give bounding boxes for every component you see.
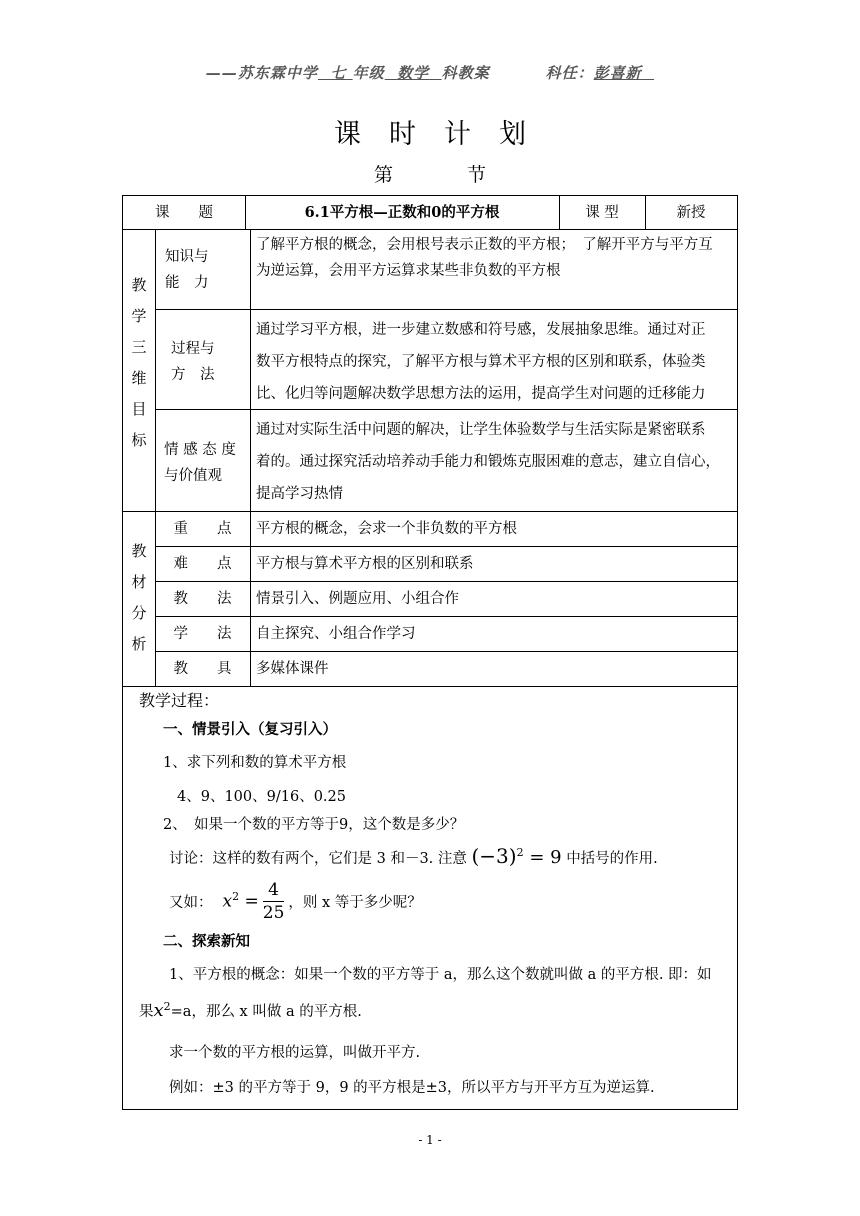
definition-text: 果 <box>139 1004 154 1020</box>
equals: = <box>239 891 259 912</box>
text-line: 提高学习热情 <box>256 486 343 502</box>
goals-label-char: 维 <box>131 369 147 387</box>
col-divider <box>155 229 156 686</box>
row-divider <box>155 309 737 310</box>
page-subtitle <box>0 160 860 187</box>
type-label: 课 型 <box>585 205 619 221</box>
definition-text-end: =a，那么 x 叫做 a 的平方根. <box>170 1004 362 1020</box>
goal-emotion-label <box>164 437 248 489</box>
question-1: 1、求下列和数的算术平方根 <box>163 755 347 771</box>
question-2: 2、 如果一个数的平方等于9，这个数是多少？ <box>163 817 465 833</box>
difficulty-value: 平方根与算术平方根的区别和联系 <box>256 556 474 572</box>
topic-label: 课 题 <box>155 205 213 221</box>
teaching-tools-label: 教 具 <box>173 661 232 677</box>
example-line: 例如：±3 的平方等于 9，9 的平方根是±3，所以平方与开平方互为逆运算. <box>169 1080 655 1096</box>
school-name: ——苏东霖中学 <box>205 64 318 82</box>
label-line: 与价值观 <box>164 468 222 484</box>
discussion-text: 讨论：这样的数有两个，它们是 3 和－3. 注意 <box>169 851 467 867</box>
equation-lhs <box>223 890 259 912</box>
subject-suffix: 科教案 <box>441 64 490 82</box>
denominator: 25 <box>262 902 285 923</box>
label-line: 方 法 <box>171 367 215 383</box>
row-divider <box>155 581 737 582</box>
goals-label-char: 目 <box>131 400 147 418</box>
teacher-name: 彭喜新 <box>593 64 642 82</box>
goal-knowledge-text <box>256 232 736 284</box>
title-char: 课 <box>334 119 361 150</box>
page-header <box>0 62 860 83</box>
goals-label-char: 教 <box>131 276 147 294</box>
text-line: 数平方根特点的探究，了解平方根与算术平方根的区别和联系，体验类 <box>256 354 706 370</box>
variable: x <box>153 1000 164 1021</box>
subtitle-char: 节 <box>467 164 487 186</box>
label-line: 能 力 <box>165 275 209 291</box>
text-line: 通过对实际生活中问题的解决，让学生体验数学与生活实际是紧密联系 <box>256 422 706 438</box>
formula-rhs: = 9 <box>523 847 562 868</box>
section-heading: 二、探索新知 <box>163 933 250 950</box>
goals-label-char: 三 <box>131 338 147 356</box>
analysis-label-char: 教 <box>131 542 147 560</box>
teaching-method-label: 教 法 <box>173 591 232 607</box>
formula <box>471 844 562 868</box>
page-title <box>0 112 860 151</box>
analysis-label <box>124 536 154 660</box>
grade-suffix: 年级 <box>352 64 385 82</box>
text-line: 通过学习平方根，进一步建立数感和符号感，发展抽象思维。通过对正 <box>256 322 706 338</box>
operation-line: 求一个数的平方根的运算，叫做开平方. <box>169 1045 421 1061</box>
goals-label <box>124 270 154 456</box>
label-line: 情 感 态 度 <box>164 442 236 458</box>
fraction <box>263 879 285 924</box>
row-divider <box>155 651 737 652</box>
goals-label-char: 标 <box>131 431 147 449</box>
lesson-plan-table <box>122 195 738 1110</box>
key-point-label: 重 点 <box>173 521 232 537</box>
grade: 七 <box>330 64 347 82</box>
text-line: 为逆运算，会用平方运算求某些非负数的平方根 <box>256 263 561 279</box>
topic-value: 6.1平方根—正数和0的平方根 <box>304 204 500 221</box>
also-line <box>169 878 422 924</box>
col-divider <box>250 229 251 686</box>
formula-base: (−3) <box>471 844 517 868</box>
label-line: 知识与 <box>165 249 209 265</box>
teaching-tools-value: 多媒体课件 <box>256 661 329 677</box>
goal-emotion-text <box>256 414 736 510</box>
row-divider <box>123 686 737 687</box>
definition-line-1: 1、平方根的概念：如果一个数的平方等于 a，那么这个数就叫做 a 的平方根. 即：如 <box>169 967 712 983</box>
key-point-value: 平方根的概念，会求一个非负数的平方根 <box>256 521 517 537</box>
also-text: 又如： <box>169 894 213 911</box>
question-1-items: 4、9、100、9/16、0.25 <box>177 789 346 805</box>
definition-line-2 <box>139 1000 362 1021</box>
learning-method-value: 自主探究、小组合作学习 <box>256 626 416 642</box>
subtitle-char: 第 <box>373 164 393 186</box>
subject: 数学 <box>397 64 430 82</box>
exponent: 2 <box>232 890 240 904</box>
formula-exponent: 2 <box>516 846 524 859</box>
exponent: 2 <box>163 1000 171 1014</box>
title-char: 计 <box>444 119 471 150</box>
discussion-text-end: 中括号的作用. <box>566 851 658 867</box>
text-line: 比、化归等问题解决数学思想方法的运用，提高学生对问题的迁移能力 <box>256 386 706 402</box>
label-line: 过程与 <box>171 341 215 357</box>
teaching-method-value: 情景引入、例题应用、小组合作 <box>256 591 459 607</box>
analysis-label-char: 材 <box>131 573 147 591</box>
learning-method-label: 学 法 <box>173 626 232 642</box>
numerator: 4 <box>263 879 285 902</box>
title-char: 时 <box>389 119 416 150</box>
difficulty-label: 难 点 <box>173 556 232 572</box>
analysis-label-char: 分 <box>131 604 147 622</box>
row-divider <box>123 511 737 512</box>
section-heading: 一、情景引入（复习引入） <box>163 721 337 738</box>
variable: x <box>222 891 233 912</box>
title-char: 划 <box>499 119 526 150</box>
text-line: 着的。通过探究活动培养动手能力和锻炼克服困难的意志，建立自信心， <box>256 454 720 470</box>
text-line: 了解平方根的概念，会用根号表示正数的平方根； 了解开平方与平方互 <box>256 237 713 253</box>
goal-knowledge-label <box>165 244 245 296</box>
analysis-label-char: 析 <box>131 635 147 653</box>
row-divider <box>155 616 737 617</box>
also-text-end: ，则 x 等于多少呢？ <box>288 894 422 911</box>
goals-label-char: 学 <box>131 307 147 325</box>
type-value: 新授 <box>676 205 706 221</box>
row-divider <box>155 546 737 547</box>
teacher-label: 科任： <box>545 64 594 82</box>
process-heading: 教学过程： <box>139 691 220 710</box>
row-divider <box>123 229 737 230</box>
goal-process-label <box>171 336 247 388</box>
discussion-line <box>169 844 658 868</box>
goal-process-text <box>256 314 736 410</box>
page-number: - 1 - <box>418 1133 442 1147</box>
